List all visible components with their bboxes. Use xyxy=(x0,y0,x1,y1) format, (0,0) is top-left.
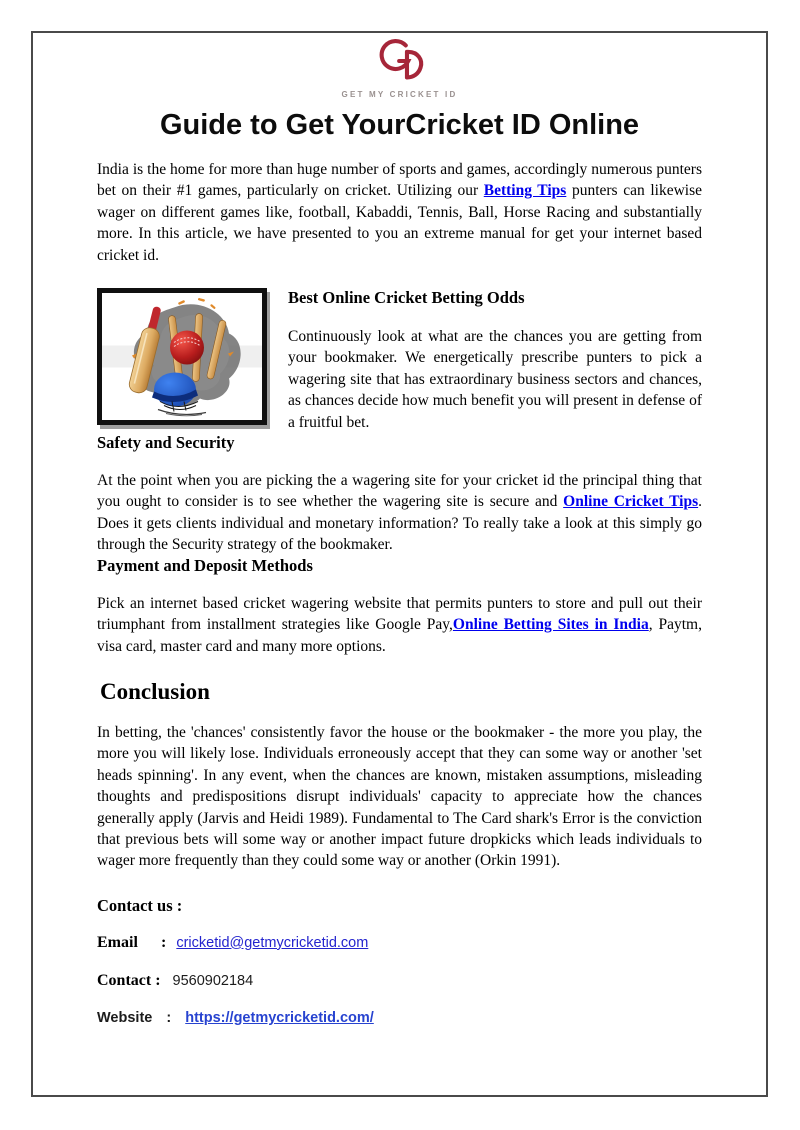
odds-paragraph: Continuously look at what are the chances you are getting from your bookmaker. We energetically prescribe punters to pick a wagering site that has extraordinary business sectors and chances, as chances decide how much benefit you will present in defense of a fruitful bet. xyxy=(288,328,702,431)
odds-text-column xyxy=(288,288,702,433)
safety-text-post: . Does it gets clients individual and monetary information? To really take a look at this simply go through the Security strategy of the bookmaker. xyxy=(97,493,702,554)
section-heading-payment: Payment and Deposit Methods xyxy=(97,555,313,575)
page-border-frame xyxy=(31,31,768,1097)
payment-paragraph xyxy=(97,593,702,657)
payment-text-post: , Paytm, visa card, master card and many more options. xyxy=(97,616,702,655)
payment-text-pre: Pick an internet based cricket wagering website that permits punters to store and pull out their triumphant from installment strategies like Google Pay, xyxy=(97,594,702,634)
intro-paragraph xyxy=(97,159,702,266)
odds-section xyxy=(97,288,702,433)
phone-row xyxy=(97,970,702,992)
conclusion-paragraph: In betting, the 'chances' consistently favor the house or the bookmaker - the more you play, the more you will likely lose. Individuals erroneously accept that they can some way or another 'set heads spinning'. In any event, when the chances are known, mistaken assumptions, misleading thoughts and predispositions disrupt individuals' capacity to appreciate how the chances generally apply (Jarvis and Heidi 1989). Fundamental to The Card shark's Error is the conviction that previous bets will some way or another impact future dropkicks which leads individuals to wager more frequently than they could some way or another (Orkin 1991). xyxy=(97,723,702,870)
gd-monogram-icon xyxy=(365,38,435,84)
intro-text-post: punters can likewise wager on different games like, football, Kabaddi, Tennis, Ball, Horse Racing and substantially more. In this article, we have presented to you an extreme manual for get your internet based cricket id. xyxy=(97,182,702,264)
website-link[interactable]: https://getmycricketid.com/ xyxy=(185,1009,374,1026)
phone-value: 9560902184 xyxy=(172,972,254,989)
section-heading-safety: Safety and Security xyxy=(97,433,235,453)
cricket-illustration-image xyxy=(97,288,267,425)
email-link[interactable]: cricketid@getmycricketid.com xyxy=(176,934,369,951)
page-title: Guide to Get YourCricket ID Online xyxy=(159,109,640,141)
phone-label: Contact : xyxy=(97,971,161,989)
email-label: Email xyxy=(97,933,138,951)
brand-name: GET MY CRICKET ID xyxy=(341,90,458,99)
email-separator: : xyxy=(161,933,167,951)
website-separator: : xyxy=(166,1009,172,1026)
website-label: Website xyxy=(97,1009,153,1026)
email-row xyxy=(97,932,702,954)
section-heading-odds: Best Online Cricket Betting Odds xyxy=(288,288,525,308)
cricket-scene-icon xyxy=(102,293,262,420)
conclusion-heading: Conclusion xyxy=(100,678,210,704)
safety-paragraph xyxy=(97,470,702,556)
brand-logo xyxy=(97,38,702,99)
website-row xyxy=(97,1008,702,1029)
online-cricket-tips-link[interactable]: Online Cricket Tips xyxy=(563,493,699,511)
intro-text-pre: India is the home for more than huge number of sports and games, accordingly numerous punters bet on their #1 games, particularly on cricket. Utilizing our xyxy=(97,161,702,200)
online-betting-sites-link[interactable]: Online Betting Sites in India xyxy=(452,616,649,634)
betting-tips-link[interactable]: Betting Tips xyxy=(483,182,567,200)
contact-us-heading: Contact us : xyxy=(97,895,183,915)
safety-text-pre: At the point when you are picking the a wagering site for your cricket id the principal thing that you ought to consider is to see whether the wagering site is secure and xyxy=(97,472,702,511)
